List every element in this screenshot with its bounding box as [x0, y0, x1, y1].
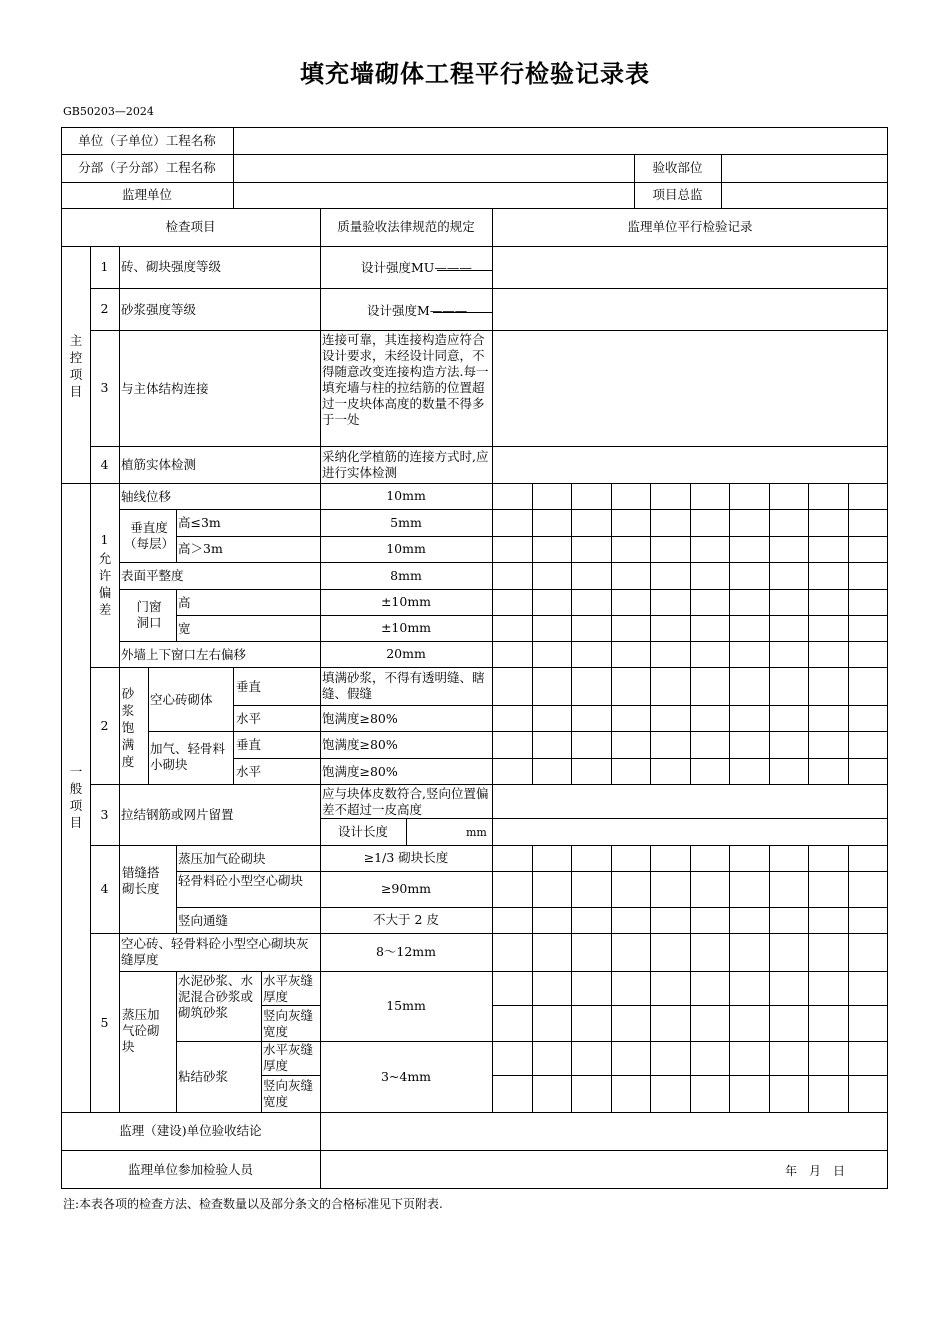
axis-offset-value: 10mm	[386, 488, 426, 503]
page-title: 填充墙砌体工程平行检验记录表	[300, 60, 650, 88]
window-offset-value: 20mm	[386, 646, 426, 661]
aerated-lap-label: 蒸压加气砼砌块	[178, 851, 266, 866]
hollow-horizontal-standard: 饱满度≥80%	[322, 711, 398, 726]
glue-mortar-label: 粘结砂浆	[178, 1069, 229, 1084]
date-label: 年 月 日	[785, 1164, 846, 1178]
hollow-vertical-standard: 填满砂浆，不得有透明缝、瞎缝、假缝	[322, 670, 485, 701]
acceptance-part-label: 验收部位	[652, 160, 703, 175]
light-block-lap-value: ≥90mm	[380, 881, 432, 896]
main-item-standard: 采纳化学植筋的连接方式时,应进行实体检测	[322, 449, 489, 480]
main-item-standard: 设计强度M———	[367, 303, 468, 318]
general-item-no: 1	[100, 532, 109, 547]
design-length-label: 设计长度	[337, 823, 388, 839]
main-item-no: 4	[100, 456, 109, 472]
design-length-unit: mm	[466, 826, 487, 839]
main-item-name: 植筋实体检测	[121, 457, 197, 472]
main-item-name: 砖、砌块强度等级	[121, 259, 222, 274]
col-header-standard: 质量验收法律规范的规定	[337, 219, 475, 234]
main-item-standard: 连接可靠，其连接构造应符合设计要求，未经设计同意，不得随意改变连接构造方法.每一填充墙与柱的拉结筋的位置超过一皮块体高度的数量不得多于一处	[322, 332, 489, 427]
hollow-horizontal-label: 水平	[236, 711, 262, 726]
height-le-3m-value: 5mm	[390, 514, 422, 530]
inspection-table	[61, 127, 888, 1189]
flatness-label: 表面平整度	[121, 568, 184, 583]
cement-mortar-value: 15mm	[386, 998, 426, 1013]
aerated-block-label: 加气、轻骨料小砌块	[150, 741, 226, 772]
main-item-no: 2	[100, 301, 109, 316]
conclusion-label: 监理（建设)单位验收结论	[119, 1123, 262, 1138]
cement-mortar-label: 水泥砂浆、水泥混合砂浆或砌筑砂浆	[178, 973, 254, 1020]
aerated-horizontal-label: 水平	[236, 764, 262, 779]
main-item-standard: 设计强度MU———	[361, 260, 472, 275]
aerated-block-joint-label: 蒸压加气砼砌块	[122, 1007, 160, 1054]
aerated-lap-value: ≥1/3 砌块长度	[363, 850, 449, 865]
height-le-3m-label: 高≤3m	[178, 515, 221, 530]
joint-thickness-label: 空心砖、轻骨料砼小型空心砌块灰缝厚度	[121, 936, 309, 967]
main-items-group-label: 主控项目	[69, 333, 83, 399]
col-header-item: 检查项目	[165, 219, 216, 234]
general-item-no: 2	[100, 717, 109, 733]
joint-thickness-value: 8～12mm	[375, 944, 437, 959]
tie-bar-standard: 应与块体皮数符合,竖向位置偏差不超过一皮高度	[322, 786, 489, 817]
cement-v-width-label: 竖向灰缝宽度	[263, 1008, 314, 1039]
general-item-no: 3	[100, 806, 109, 822]
door-height-value: ±10mm	[380, 594, 432, 609]
height-gt-3m-value: 10mm	[386, 541, 426, 556]
mortar-fullness-label: 砂浆饱满度	[121, 686, 135, 769]
project-chief-label: 项目总监	[652, 187, 703, 202]
standard-code: GB50203—2024	[63, 105, 154, 118]
aerated-vertical-standard: 饱满度≥80%	[322, 737, 398, 752]
vertical-joint-label: 竖向通缝	[178, 913, 229, 928]
general-items-group-label: 一般项目	[69, 764, 83, 830]
unit-project-label: 单位（子单位）工程名称	[78, 132, 216, 148]
deviation-label: 允许偏差	[98, 551, 112, 617]
axis-offset-label: 轴线位移	[121, 489, 172, 504]
aerated-horizontal-standard: 饱满度≥80%	[322, 764, 398, 779]
staggered-lap-label: 错缝搭砌长度	[122, 865, 160, 896]
inspectors-label: 监理单位参加检验人员	[127, 1161, 253, 1177]
light-block-lap-label: 轻骨料砼小型空心砌块	[178, 873, 304, 888]
door-width-label: 宽	[178, 621, 191, 636]
sub-project-label: 分部（子分部）工程名称	[78, 160, 216, 175]
footnote: 注:本表各项的检查方法、检查数量以及部分条文的合格标准见下页附表.	[63, 1197, 443, 1211]
supervision-unit-label: 监理单位	[121, 187, 172, 202]
verticality-label: 垂直度（每层）	[123, 520, 174, 551]
flatness-value: 8mm	[390, 567, 422, 583]
aerated-vertical-label: 垂直	[236, 737, 262, 752]
col-header-record: 监理单位平行检验记录	[627, 219, 753, 234]
main-item-no: 3	[100, 380, 109, 395]
hollow-vertical-label: 垂直	[236, 679, 262, 694]
main-item-name: 与主体结构连接	[121, 381, 209, 396]
main-item-no: 1	[100, 259, 109, 274]
height-gt-3m-label: 高＞3m	[178, 541, 223, 556]
glue-h-thickness-label: 水平灰缝厚度	[263, 1042, 314, 1073]
window-offset-label: 外墙上下窗口左右偏移	[121, 647, 247, 662]
tie-bar-label: 拉结钢筋或网片留置	[121, 807, 234, 822]
door-width-value: ±10mm	[380, 620, 432, 635]
general-item-no: 4	[100, 881, 109, 896]
door-window-label: 门窗洞口	[136, 599, 162, 630]
glue-mortar-value: 3~4mm	[380, 1068, 432, 1084]
hollow-brick-label: 空心砖砌体	[150, 692, 213, 707]
general-item-no: 5	[100, 1014, 109, 1030]
door-height-label: 高	[178, 595, 191, 610]
glue-v-width-label: 竖向灰缝宽度	[263, 1078, 314, 1109]
cement-h-thickness-label: 水平灰缝厚度	[263, 973, 314, 1004]
main-item-name: 砂浆强度等级	[121, 302, 197, 317]
vertical-joint-value: 不大于 2 皮	[373, 912, 439, 927]
